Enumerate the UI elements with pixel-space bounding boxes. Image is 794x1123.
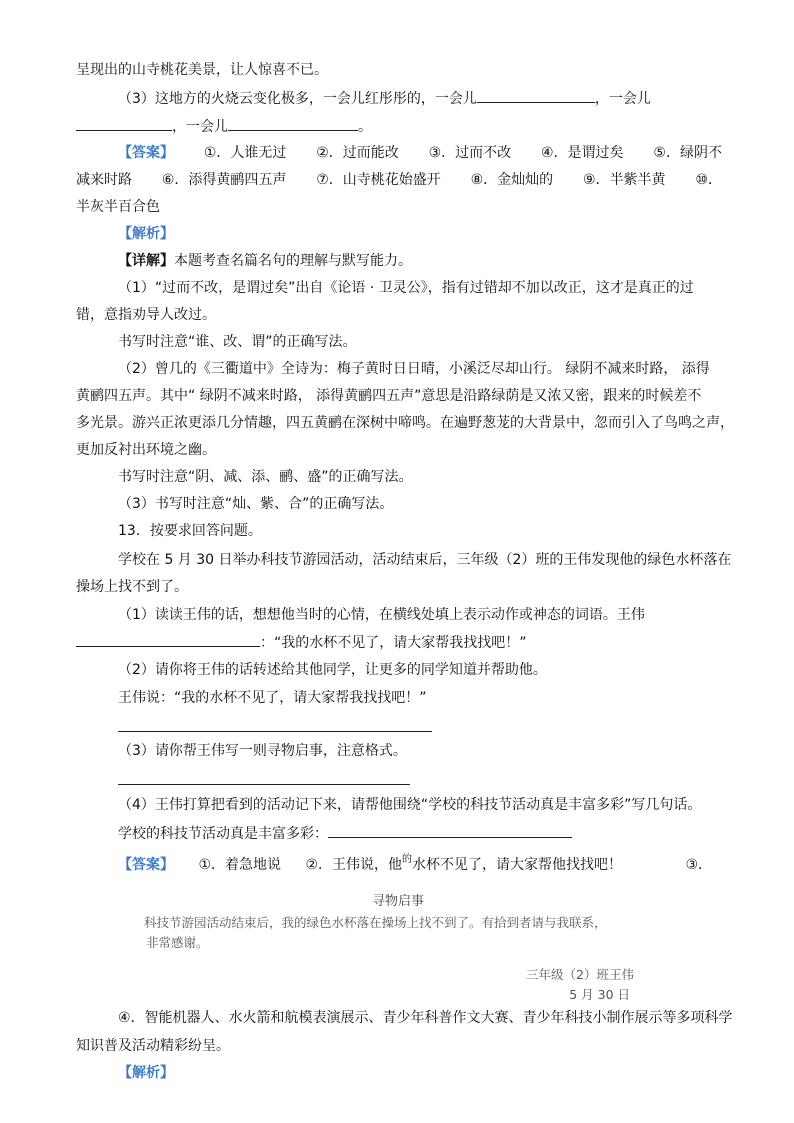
text-line: 知识普及活动精彩纷呈。	[76, 1038, 230, 1054]
text-line: （3）请你帮王伟写一则寻物启事，注意格式。	[118, 743, 407, 759]
answer-blank[interactable]	[76, 632, 260, 647]
text-line: 学校在 5 月 30 日举办科技节游园活动，活动结束后，三年级（2）班的王伟发现他的绿色水杯落在	[118, 552, 732, 568]
text-line: （3）书写时注意“灿、紫、合”的正确写法。	[118, 496, 394, 512]
text-line: 多光景。游兴正浓更添几分情趣，四五黄鹂在深树中啼鸣。在遍野葱茏的大背景中，忽而引入了鸟鸣之声，	[76, 415, 734, 431]
answer-line-2: 减来时路 ⑥．添得黄鹂四五声 ⑦．山寺桃花始盛开 ⑧．金灿灿的 ⑨．半紫半黄 ⑩．	[76, 172, 722, 188]
question-13-title: 13．按要求回答问题。	[118, 523, 262, 539]
question-3-line: （3）这地方的火烧云变化极多，一会儿红彤彤的，一会儿 ，一会儿	[118, 88, 722, 109]
answer-blank[interactable]	[76, 116, 172, 131]
lost-item-notice-image	[138, 890, 658, 1003]
detail-line: 【详解】本题考查名篇名句的理解与默写能力。	[118, 253, 412, 269]
answer-line[interactable]	[118, 784, 410, 785]
text-line: （2）曾几的《三衢道中》全诗为：梅子黄时日日晴，小溪泛尽却山行。 绿阴不减来时路， 添得	[118, 361, 710, 377]
answer-line[interactable]	[118, 731, 432, 732]
notice-body: 非常感谢。	[146, 935, 209, 950]
text-line: （1）读读王伟的话，想想他当时的心情，在横线处填上表示动作或神态的词语。王伟	[118, 607, 645, 623]
sub-question-4-line: 学校的科技节活动真是丰富多彩：	[118, 823, 722, 844]
notice-signature: 三年级（2）班王伟	[526, 967, 634, 982]
text-line: （4）王伟打算把看到的活动记下来，请帮他围绕“学校的科技节活动真是丰富多彩”写几句话。	[118, 797, 702, 813]
answer-line-13: 【答案】 ①．着急地说 ②．王伟说，他$^的$水杯不见了，请大家帮他找找吧！ ③．	[118, 854, 712, 873]
answer-label: 【答案】	[118, 857, 174, 873]
text-line: 书写时注意“谁、改、谓”的正确写法。	[118, 334, 357, 350]
notice-body: 科技节游园活动结束后，我的绿色水杯落在操场上找不到了。有拾到者请与我联系，	[144, 915, 607, 930]
question-3-line-2: ，一会儿 。	[76, 116, 722, 137]
answer-blank[interactable]	[477, 88, 595, 103]
sub-question-1-line: ：“我的水杯不见了，请大家帮我找找吧！”	[76, 632, 722, 653]
text-line: （2）请你将王伟的话转述给其他同学，让更多的同学知道并帮助他。	[118, 662, 547, 678]
text-line: 书写时注意“阴、减、添、鹂、盛”的正确写法。	[118, 469, 413, 485]
answer-blank[interactable]	[228, 116, 358, 131]
answer-line-1: 【答案】 ①．人谁无过 ②．过而能改 ③．过而不改 ④．是谓过矣 ⑤．绿阴不	[118, 145, 722, 161]
text-line: 呈现出的山寺桃花美景，让人惊喜不已。	[76, 62, 328, 78]
text-line: 操场上找不到了。	[76, 579, 188, 595]
notice-date: 5 月 30 日	[569, 987, 630, 1002]
answer-label: 【答案】	[118, 145, 174, 161]
text-line: （1）“过而不改，是谓过矣”出自《论语 · 卫灵公》，指有过错却不加以改正，这才是真正的过	[118, 280, 694, 296]
text-line: 黄鹂四五声。其中“ 绿阴不减来时路， 添得黄鹂四五声”意思是沿路绿荫是又浓又密，跟来的时候差不	[76, 388, 702, 404]
analysis-label: 【解析】	[118, 1065, 174, 1081]
text-line: 错，意指劝导人改过。	[76, 307, 216, 323]
answer-line-3: 半灰半百合色	[76, 199, 160, 215]
text-line: 王伟说：“我的水杯不见了，请大家帮我找找吧！”	[118, 690, 427, 706]
detail-label: 【详解】	[118, 253, 174, 269]
notice-title: 寻物启事	[371, 894, 424, 909]
analysis-label: 【解析】	[118, 226, 174, 242]
text-line: 更加反衬出环境之幽。	[76, 442, 216, 458]
answer-blank[interactable]	[328, 823, 572, 838]
text-line: ④．智能机器人、水火箭和航模表演展示、青少年科普作文大赛、青少年科技小制作展示等多项科学	[118, 1010, 733, 1026]
